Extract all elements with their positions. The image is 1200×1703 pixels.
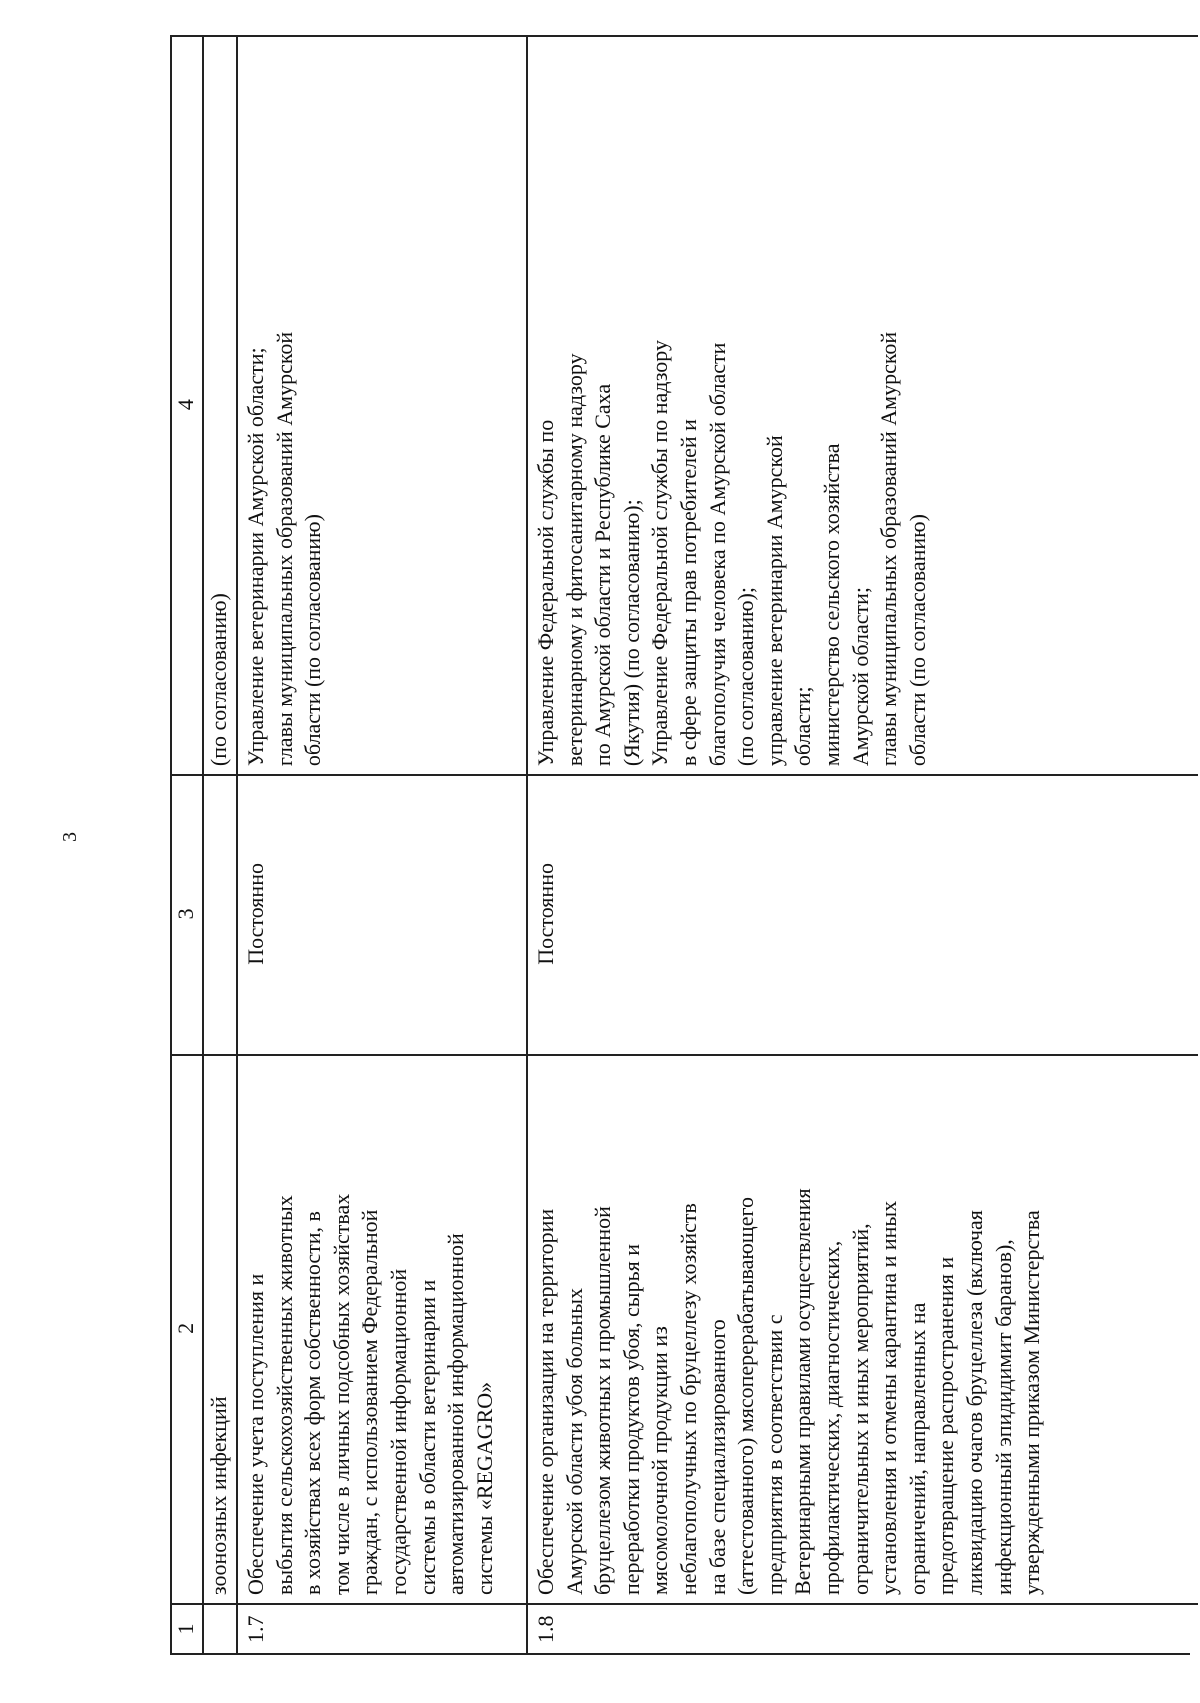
text-line: Управление Федеральной службы по [533, 419, 558, 767]
text-line: бруцеллезом животных и промышленной [590, 1206, 616, 1596]
text-line: управление ветеринарии Амурской [761, 435, 787, 767]
text-line: ограничительных и иных мероприятий, [847, 1223, 873, 1596]
deadline: Постоянно [238, 774, 526, 1054]
text-line: (аттестованного) мясоперерабатывающего [733, 1197, 759, 1596]
text-line: утвержденными приказом Министерства [1019, 1210, 1045, 1596]
measures-table [170, 35, 1190, 1655]
text-line: (по согласованию); [733, 587, 759, 767]
page-number: 3 [59, 832, 81, 842]
header-col-1: 1 [172, 1603, 202, 1653]
text-line: ветеринарному и фитосанитарному надзору [561, 353, 587, 767]
text-line: в сфере защиты прав потребителей и [675, 419, 701, 767]
text-line: Амурской области убоя больных [561, 1288, 587, 1596]
text-line: Управление ветеринарии Амурской области; [243, 347, 268, 767]
text-line: мясомолочной продукции из [647, 1326, 673, 1596]
deadline: Постоянно [528, 774, 1198, 1054]
text-line: государственной информационной [385, 1268, 411, 1596]
text-line: по Амурской области и Республике Саха [590, 383, 616, 767]
text-line: системы в области ветеринарии и [414, 1279, 440, 1596]
table-row [238, 35, 528, 1653]
header-row [172, 35, 204, 1653]
header-col-3: 3 [172, 774, 202, 1054]
text-line: системы «REGAGRO» [471, 1381, 497, 1596]
continuation-measure: зоонозных инфекций [204, 1054, 236, 1603]
text-line: благополучия человека по Амурской области [704, 342, 730, 767]
text-line: ограничений, направленных на [904, 1302, 930, 1596]
text-line: переработки продуктов убоя, сырья и [618, 1243, 644, 1596]
text-line: предприятия в соответствии с [761, 1314, 787, 1596]
text-line: выбытия сельскохозяйственных животных [271, 1195, 297, 1596]
row-number: 1.7 [238, 1603, 526, 1653]
text-line: на базе специализированного [704, 1319, 730, 1596]
text-line: области (по согласованию) [904, 514, 930, 767]
text-line: предотвращение распространения и [933, 1256, 959, 1596]
header-col-4: 4 [172, 35, 202, 774]
continuation-num [204, 1603, 236, 1653]
text-line: ликвидацию очагов бруцеллеза (включая [961, 1210, 987, 1596]
text-line: автоматизированной информационной [443, 1233, 469, 1596]
text-line: неблагополучных по бруцеллезу хозяйств [675, 1203, 701, 1596]
text-line: Амурской области; [847, 587, 873, 767]
text-line: области (по согласованию) [300, 514, 326, 767]
text-line: граждан, с использованием Федеральной [357, 1209, 383, 1596]
text-line: в хозяйствах всех форм собственности, в [300, 1211, 326, 1596]
text-line: главы муниципальных образований Амурской [876, 331, 902, 767]
text-line: Управление Федеральной службы по надзору [647, 340, 673, 767]
continuation-row [204, 35, 238, 1653]
text-line: главы муниципальных образований Амурской [271, 331, 297, 767]
text-line: Обеспечение учета поступления и [243, 1273, 268, 1596]
text-line: министерство сельского хозяйства [818, 443, 844, 767]
continuation-deadline [204, 774, 236, 1054]
row-number: 1.8 [528, 1603, 1198, 1653]
continuation-responsible: (по согласованию) [204, 35, 236, 774]
responsible-text [528, 35, 1198, 774]
responsible-text [238, 35, 526, 774]
text-line: области; [790, 686, 816, 767]
text-line: том числе в личных подсобных хозяйствах [328, 1193, 354, 1596]
measure-text [238, 1054, 526, 1603]
header-col-2: 2 [172, 1054, 202, 1603]
text-line: инфекционный эпидидимит баранов), [990, 1239, 1016, 1596]
table-row [528, 35, 1198, 1653]
text-line: (Якутия) (по согласованию); [618, 499, 644, 767]
measure-text [528, 1054, 1198, 1603]
text-line: Обеспечение организации на территории [533, 1208, 558, 1596]
text-line: установления и отмены карантина и иных [876, 1200, 902, 1596]
text-line: профилактических, диагностических, [818, 1240, 844, 1596]
text-line: Ветеринарными правилами осуществления [790, 1188, 816, 1596]
